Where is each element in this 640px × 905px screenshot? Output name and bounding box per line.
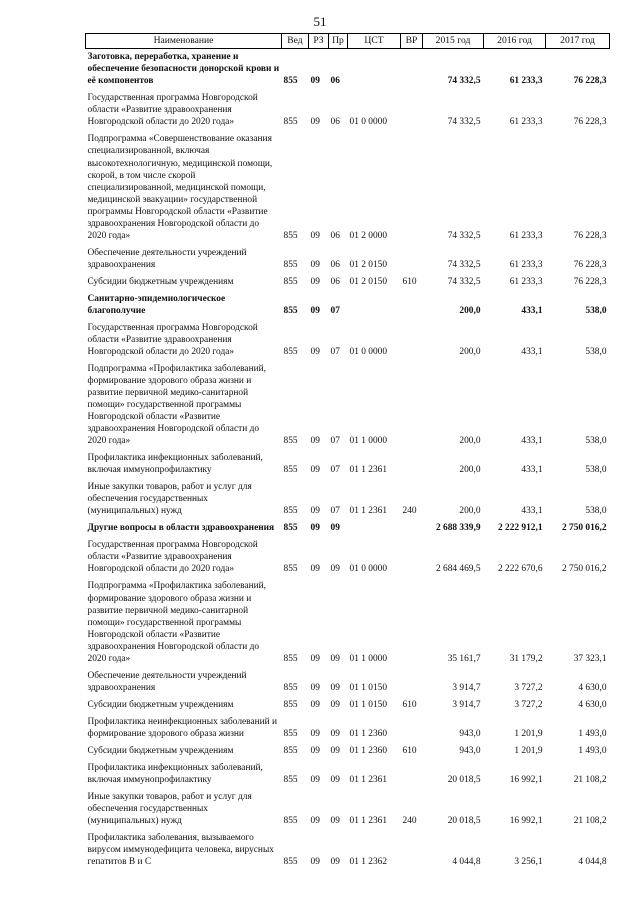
cell-cst: 01 2 0000 <box>349 230 387 241</box>
cell-cst: 01 0 0000 <box>349 117 387 128</box>
cell-vr <box>401 520 423 537</box>
cell-name: Профилактика неинфекционных заболеваний и формирование здорового образа жизни <box>87 716 278 739</box>
column-header-pr: Пр <box>329 34 348 49</box>
cell-ved: 855 <box>283 305 298 316</box>
cell-2016: 3 727,2 <box>514 699 543 710</box>
cell-pr: 07 <box>330 506 340 517</box>
cell-vr: 610 <box>402 699 417 710</box>
table-row <box>86 361 610 450</box>
cell-2017: 76 228,3 <box>573 259 607 270</box>
table-row <box>86 90 610 131</box>
cell-pr: 09 <box>330 523 340 534</box>
cell-ved: 855 <box>283 564 298 575</box>
cell-2016: 31 179,2 <box>509 653 543 664</box>
cell-rz: 09 <box>310 276 320 287</box>
table-row <box>86 578 610 667</box>
cell-vr <box>401 537 423 578</box>
cell-pr: 06 <box>330 76 340 87</box>
column-header-rz: РЗ <box>309 34 329 49</box>
cell-name: Обеспечение деятельности учреждений здравоохранения <box>87 247 247 270</box>
cell-2017: 2 750 016,2 <box>561 564 607 575</box>
cell-cst: 01 2 0150 <box>349 259 387 270</box>
table-section-row <box>86 520 610 537</box>
cell-2016: 2 222 670,6 <box>497 564 543 575</box>
cell-cst <box>348 291 401 320</box>
cell-2016: 433,1 <box>521 305 543 316</box>
cell-pr: 09 <box>330 653 340 664</box>
cell-ved: 855 <box>283 230 298 241</box>
cell-2017: 76 228,3 <box>573 276 607 287</box>
cell-vr <box>401 450 423 479</box>
cell-name: Другие вопросы в области здравоохранения <box>87 523 275 534</box>
cell-2017: 4 630,0 <box>578 682 607 693</box>
cell-2015: 74 332,5 <box>447 259 481 270</box>
cell-vr <box>401 90 423 131</box>
cell-cst <box>348 520 401 537</box>
cell-2017: 538,0 <box>585 506 607 517</box>
cell-rz: 09 <box>310 682 320 693</box>
cell-rz: 09 <box>310 305 320 316</box>
cell-2016: 1 201,9 <box>514 745 543 756</box>
table-header-row <box>86 34 610 49</box>
cell-name: Иные закупки товаров, работ и услуг для обеспечения государственных (муниципальных) нужд <box>87 791 252 827</box>
cell-2016: 433,1 <box>521 346 543 357</box>
cell-vr <box>401 668 423 697</box>
cell-cst: 01 1 2361 <box>349 774 387 785</box>
cell-pr: 07 <box>330 465 340 476</box>
cell-2016: 433,1 <box>521 506 543 517</box>
cell-2015: 2 684 469,5 <box>435 564 481 575</box>
cell-cst: 01 2 0150 <box>349 276 387 287</box>
cell-cst: 01 1 2360 <box>349 728 387 739</box>
cell-2015: 200,0 <box>459 506 481 517</box>
cell-rz: 09 <box>310 774 320 785</box>
cell-vr: 610 <box>402 276 417 287</box>
cell-2017: 1 493,0 <box>578 745 607 756</box>
column-header-2017: 2017 год <box>546 34 610 49</box>
table-row <box>86 320 610 361</box>
cell-pr: 07 <box>330 436 340 447</box>
column-header-2015: 2015 год <box>423 34 484 49</box>
table-row <box>86 743 610 760</box>
cell-name: Подпрограмма «Профилактика заболеваний, формирование здорового образа жизни и развитие первичной медико-санитарной помощи» государственной программы Новгородской области «Развитие здравоохранения Новгородской области до 2020 года» <box>87 581 266 664</box>
cell-ved: 855 <box>283 346 298 357</box>
cell-name: Субсидии бюджетным учреждениям <box>87 276 234 287</box>
cell-2016: 1 201,9 <box>514 728 543 739</box>
cell-rz: 09 <box>310 653 320 664</box>
table-row <box>86 697 610 714</box>
cell-2016: 61 233,3 <box>509 276 543 287</box>
cell-rz: 09 <box>310 523 320 534</box>
cell-pr: 06 <box>330 117 340 128</box>
table-row <box>86 789 610 830</box>
cell-2017: 1 493,0 <box>578 728 607 739</box>
table-row <box>86 830 610 871</box>
cell-rz: 09 <box>310 506 320 517</box>
cell-ved: 855 <box>283 465 298 476</box>
cell-2016: 61 233,3 <box>509 230 543 241</box>
cell-2016: 2 222 912,1 <box>497 523 543 534</box>
cell-2015: 200,0 <box>459 436 481 447</box>
cell-cst: 01 1 2361 <box>349 506 387 517</box>
cell-ved: 855 <box>283 745 298 756</box>
cell-2017: 76 228,3 <box>573 117 607 128</box>
cell-pr: 09 <box>330 564 340 575</box>
table-section-row <box>86 49 610 91</box>
cell-2017: 538,0 <box>585 346 607 357</box>
table-row <box>86 479 610 520</box>
cell-vr <box>401 361 423 450</box>
column-header-2016: 2016 год <box>484 34 546 49</box>
cell-2017: 76 228,3 <box>573 76 607 87</box>
cell-cst <box>348 49 401 91</box>
cell-name: Профилактика заболевания, вызываемого вирусом иммунодефицита человека, вирусных гепатитов B и C <box>87 833 274 868</box>
cell-ved: 855 <box>283 436 298 447</box>
cell-2015: 200,0 <box>459 465 481 476</box>
table-row <box>86 668 610 697</box>
cell-2016: 16 992,1 <box>509 774 543 785</box>
cell-name: Субсидии бюджетным учреждениям <box>87 699 234 710</box>
cell-pr: 06 <box>330 276 340 287</box>
cell-2017: 21 108,2 <box>573 816 607 827</box>
cell-vr <box>401 760 423 789</box>
cell-cst: 01 1 0000 <box>349 436 387 447</box>
cell-name: Субсидии бюджетным учреждениям <box>87 745 234 756</box>
cell-rz: 09 <box>310 564 320 575</box>
cell-2016: 433,1 <box>521 465 543 476</box>
table-row <box>86 760 610 789</box>
cell-pr: 09 <box>330 682 340 693</box>
cell-rz: 09 <box>310 117 320 128</box>
table-row <box>86 714 610 743</box>
cell-2015: 74 332,5 <box>447 230 481 241</box>
cell-2016: 61 233,3 <box>509 76 543 87</box>
table-row <box>86 245 610 274</box>
cell-2015: 35 161,7 <box>447 653 481 664</box>
cell-vr <box>401 320 423 361</box>
cell-pr: 09 <box>330 745 340 756</box>
cell-ved: 855 <box>283 699 298 710</box>
cell-2017: 2 750 016,2 <box>561 523 607 534</box>
cell-cst: 01 0 0000 <box>349 564 387 575</box>
cell-rz: 09 <box>310 699 320 710</box>
cell-vr: 240 <box>402 816 417 827</box>
cell-2015: 3 914,7 <box>452 699 481 710</box>
table-row <box>86 450 610 479</box>
cell-vr <box>401 830 423 871</box>
table-row <box>86 537 610 578</box>
cell-ved: 855 <box>283 76 298 87</box>
cell-name: Заготовка, переработка, хранение и обеспечение безопасности донорской крови и её компонентов <box>87 52 280 87</box>
cell-2015: 74 332,5 <box>447 276 481 287</box>
table-row <box>86 131 610 244</box>
cell-rz: 09 <box>310 76 320 87</box>
cell-ved: 855 <box>283 682 298 693</box>
cell-cst: 01 1 2361 <box>349 816 387 827</box>
cell-pr: 06 <box>330 230 340 241</box>
cell-cst: 01 1 0150 <box>349 682 387 693</box>
cell-name: Санитарно-эпидемиологическое благополучие <box>87 293 226 316</box>
cell-rz: 09 <box>310 436 320 447</box>
cell-name: Иные закупки товаров, работ и услуг для обеспечения государственных (муниципальных) нужд <box>87 482 252 517</box>
cell-name: Профилактика инфекционных заболеваний, включая иммунопрофилактику <box>87 453 263 476</box>
cell-vr <box>401 245 423 274</box>
cell-2016: 61 233,3 <box>509 117 543 128</box>
cell-pr: 07 <box>330 346 340 357</box>
cell-rz: 09 <box>310 346 320 357</box>
cell-2017: 21 108,2 <box>573 774 607 785</box>
cell-2017: 538,0 <box>585 305 607 316</box>
cell-cst: 01 1 2360 <box>349 745 387 756</box>
cell-ved: 855 <box>283 816 298 827</box>
cell-vr <box>401 578 423 667</box>
cell-ved: 855 <box>283 653 298 664</box>
cell-2016: 3 256,1 <box>514 857 543 868</box>
cell-2016: 433,1 <box>521 436 543 447</box>
table-row <box>86 274 610 291</box>
cell-rz: 09 <box>310 259 320 270</box>
cell-ved: 855 <box>283 276 298 287</box>
cell-2015: 943,0 <box>459 728 481 739</box>
cell-vr: 240 <box>402 506 417 517</box>
cell-ved: 855 <box>283 523 298 534</box>
cell-2015: 74 332,5 <box>447 117 481 128</box>
cell-pr: 09 <box>330 728 340 739</box>
cell-ved: 855 <box>283 774 298 785</box>
cell-2017: 76 228,3 <box>573 230 607 241</box>
table-section-row <box>86 291 610 320</box>
cell-rz: 09 <box>310 816 320 827</box>
cell-pr: 09 <box>330 816 340 827</box>
cell-2017: 4 044,8 <box>578 857 607 868</box>
cell-2015: 200,0 <box>459 305 481 316</box>
cell-2017: 37 323,1 <box>573 653 607 664</box>
cell-rz: 09 <box>310 745 320 756</box>
page-number: 51 <box>313 14 327 29</box>
column-header-ved: Вед <box>282 34 309 49</box>
column-header-vr: ВР <box>401 34 423 49</box>
cell-2017: 4 630,0 <box>578 699 607 710</box>
cell-2015: 2 688 339,9 <box>435 523 481 534</box>
cell-pr: 09 <box>330 857 340 868</box>
cell-name: Подпрограмма «Профилактика заболеваний, формирование здорового образа жизни и развитие первичной медико-санитарной помощи» государственной программы Новгородской области «Развитие здравоохранения Новгородской области до 2020 года» <box>87 363 266 447</box>
column-header-cst: ЦСТ <box>348 34 401 49</box>
cell-2017: 538,0 <box>585 465 607 476</box>
cell-cst: 01 1 0150 <box>349 699 387 710</box>
cell-pr: 07 <box>330 305 340 316</box>
cell-vr <box>401 49 423 91</box>
cell-rz: 09 <box>310 857 320 868</box>
cell-name: Подпрограмма «Совершенствование оказания специализированной, включая высокотехнологичную, медицинской помощи, скорой, в том числе скорой специализированной, медицинской помощи, медицинской эвакуации» государственной программы Новгородской области «Развитие здравоохранения Новгородской области до 2020 года» <box>87 134 273 241</box>
cell-name: Государственная программа Новгородской области «Развитие здравоохранения Новгородской области до 2020 года» <box>87 93 258 128</box>
cell-cst: 01 1 0000 <box>349 653 387 664</box>
cell-rz: 09 <box>310 728 320 739</box>
cell-pr: 09 <box>330 699 340 710</box>
cell-cst: 01 0 0000 <box>349 346 387 357</box>
cell-cst: 01 1 2361 <box>349 465 387 476</box>
cell-2015: 20 018,5 <box>447 816 481 827</box>
cell-pr: 09 <box>330 774 340 785</box>
cell-ved: 855 <box>283 506 298 517</box>
cell-name: Обеспечение деятельности учреждений здравоохранения <box>87 670 247 693</box>
cell-vr <box>401 714 423 743</box>
cell-2016: 16 992,1 <box>509 816 543 827</box>
cell-2015: 4 044,8 <box>452 857 481 868</box>
cell-vr <box>401 291 423 320</box>
cell-vr: 610 <box>402 745 417 756</box>
cell-name: Государственная программа Новгородской области «Развитие здравоохранения Новгородской области до 2020 года» <box>87 322 258 357</box>
cell-2016: 61 233,3 <box>509 259 543 270</box>
cell-cst: 01 1 2362 <box>349 857 387 868</box>
cell-name: Профилактика инфекционных заболеваний, включая иммунопрофилактику <box>87 762 263 785</box>
cell-vr <box>401 131 423 244</box>
cell-rz: 09 <box>310 230 320 241</box>
cell-ved: 855 <box>283 117 298 128</box>
cell-2015: 943,0 <box>459 745 481 756</box>
cell-2015: 200,0 <box>459 346 481 357</box>
cell-2017: 538,0 <box>585 436 607 447</box>
cell-2015: 74 332,5 <box>447 76 481 87</box>
cell-ved: 855 <box>283 259 298 270</box>
column-header-name: Наименование <box>86 34 282 49</box>
table-body <box>86 49 610 871</box>
cell-2015: 20 018,5 <box>447 774 481 785</box>
cell-rz: 09 <box>310 465 320 476</box>
cell-ved: 855 <box>283 728 298 739</box>
cell-ved: 855 <box>283 857 298 868</box>
cell-2016: 3 727,2 <box>514 682 543 693</box>
budget-table <box>85 33 610 871</box>
cell-name: Государственная программа Новгородской области «Развитие здравоохранения Новгородской области до 2020 года» <box>87 540 258 575</box>
cell-pr: 06 <box>330 259 340 270</box>
cell-2015: 3 914,7 <box>452 682 481 693</box>
